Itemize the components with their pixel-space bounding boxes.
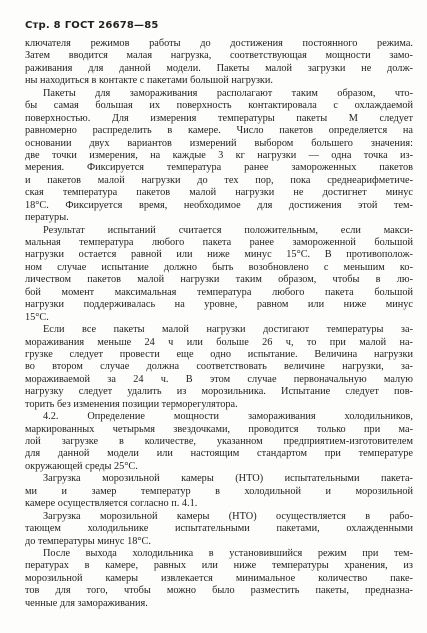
text-line: и пакетов малой нагрузки до тех пор, пока среднеарифметиче- — [25, 174, 413, 186]
paragraph — [25, 511, 413, 548]
text-line: бы самая большая их поверхность контактировала с охлаждаемой — [25, 100, 413, 112]
text-line: тов для того, чтобы можно было разместить пакеты, предназна- — [25, 585, 413, 597]
text-line: пературы. — [25, 212, 69, 224]
text-line: нагрузку следует удалить из морозильника. Испытание следует пов- — [25, 386, 413, 398]
text-line: до температуры минус 18°С. — [25, 535, 151, 547]
text-line: мораживания меньше 24 ч или больше 26 ч, то при малой на- — [25, 336, 413, 348]
text-line: Результат испытаний считается положительным, если макси- — [43, 224, 413, 236]
text-line: Если все пакеты малой нагрузки достигают температуры за- — [43, 324, 413, 336]
text-line: ская температура пакетов малой нагрузки не достигнет минус — [25, 187, 413, 199]
text-line: нагрузки остается равной или ниже минус 15°С. В противополож- — [25, 249, 413, 261]
text-line: раживания для данной модели. Пакеты малой загрузки не долж- — [25, 62, 413, 74]
text-line: После выхода холодильника в установившийся режим при тем- — [43, 547, 413, 559]
text-line: маркированных четырьмя звездочками, проводится только при ма- — [25, 423, 413, 435]
paragraph — [25, 473, 413, 510]
paragraph — [25, 38, 413, 88]
text-line: ми и замер температур в холодильной и морозильной — [25, 485, 413, 497]
text-line: личеством пакетов малой нагрузки таким образом, чтобы в лю- — [25, 274, 413, 286]
text-line: бой момент максимальная температура любого пакета большой — [25, 286, 413, 298]
text-line: Затем вводится малая нагрузка, соответствующая мощности замо- — [25, 50, 413, 62]
paragraph — [25, 88, 413, 225]
text-line: морозильной камеры извлекается минимальное количество паке- — [25, 572, 413, 584]
text-line: ны находиться в контакте с пакетами большой нагрузки. — [25, 75, 274, 87]
paragraph — [25, 411, 413, 473]
text-line: торить без изменения позиции терморегулятора. — [25, 398, 238, 410]
text-line: ченные для замораживания. — [25, 597, 148, 609]
text-line: 15°С. — [25, 311, 49, 323]
text-line: 18°С. Фиксируется время, необходимое для достижения этой тем- — [25, 199, 413, 211]
text-line: мерения. Фиксируется температура ранее замороженных пакетов — [25, 162, 413, 174]
text-line: пературах в камере, равных или ниже температуры хранения, из — [25, 560, 413, 572]
text-line: тающем холодильнике испытательными пакетами, охлажденными — [25, 523, 413, 535]
text-line: две точки измерения, на каждые 3 кг нагрузки — одна точка из- — [25, 149, 413, 161]
text-line: мальная температура любого пакета ранее замороженной большой — [25, 237, 413, 248]
paragraph — [25, 225, 413, 325]
text-line: 4.2. Определение мощности замораживания холодильников, — [43, 411, 413, 423]
paragraph — [25, 548, 413, 610]
standard-designation: ГОСТ 26678—85 — [64, 20, 159, 31]
text-line: Загрузка морозильной камеры (НТО) испытательными пакета- — [43, 473, 413, 485]
text-line: для данной модели или настоящим стандартом при температуре — [25, 448, 413, 460]
document-body — [25, 38, 413, 610]
page-number: Стр. 8 — [25, 20, 61, 31]
page-header — [25, 20, 159, 31]
text-line: мораживаемой за 24 ч. В этом случае первоначальную малую — [25, 373, 413, 385]
text-line: грузке следует провести еще одно испытание. Величина нагрузки — [25, 348, 413, 360]
text-line: основании двух вариантов измерений выбором большего значения: — [25, 137, 413, 149]
text-line: лой загрузке в количестве, указанном предприятием-изготовителем — [25, 436, 413, 447]
text-line: окружающей среды 25°С. — [25, 460, 138, 472]
text-line: равномерно распределить в камере. Число пакетов определяется на — [25, 125, 413, 137]
text-line: поверхностью. Для измерения температуры пакеты M следует — [25, 112, 413, 124]
text-line: ключателя режимов работы до достижения постоянного режима. — [25, 38, 413, 49]
text-line: во втором случае должна соответствовать величине нагрузки, за- — [25, 361, 413, 373]
text-line: Загрузка морозильной камеры (НТО) осуществляется в рабо- — [43, 510, 413, 522]
text-line: нагрузки поддерживалась на уровне, равном или ниже минус — [25, 299, 413, 311]
text-line: Пакеты для замораживания располагают таким образом, что- — [43, 87, 413, 99]
text-line: камере осуществляется согласно п. 4.1. — [25, 498, 198, 510]
paragraph — [25, 324, 413, 411]
text-line: ном случае испытание должно быть возобновлено с меньшим ко- — [25, 261, 413, 273]
